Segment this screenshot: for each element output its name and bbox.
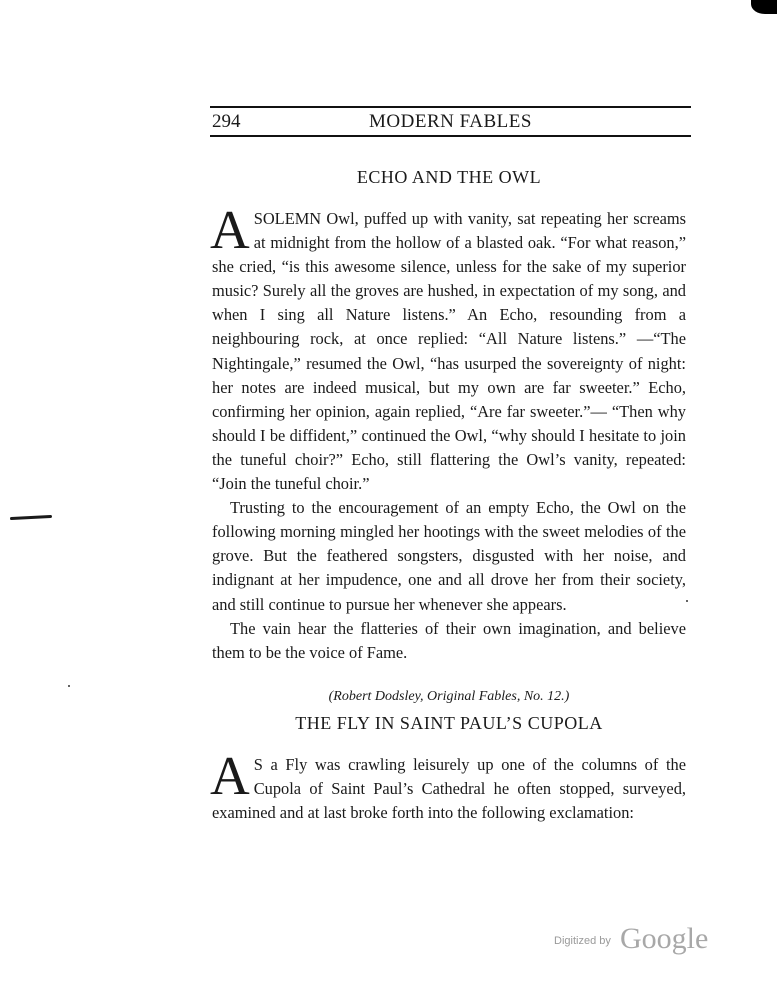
fable-paragraph: [210, 745, 686, 825]
page-header: [212, 110, 689, 134]
drop-cap: A: [210, 745, 250, 806]
fable-echo-and-the-owl: [212, 165, 686, 707]
fable-paragraph: Trusting to the encouragement of an empty Echo, the Owl on the following morning mingled her hootings with the sweet melodies of the grove. But the feathered songsters, disgusted with her noise, and indignant at her impudence, one and all drove her from their society, and still continue to pursue her whenever she appears.: [212, 498, 686, 614]
margin-ink-dash: [10, 515, 52, 520]
page-number: 294: [212, 111, 241, 132]
fable-moral: The vain hear the flatteries of their own imagination, and believe them to be the voice of Fame.: [212, 618, 686, 662]
drop-cap: A: [210, 199, 250, 260]
watermark-label: Digitized by: [554, 935, 611, 947]
header-top-rule: [210, 106, 691, 108]
fable-title: THE FLY IN SAINT PAUL’S CUPOLA: [295, 713, 603, 733]
paragraph-text: SOLEMN Owl, puffed up with vanity, sat repeating her screams at midnight from the hollow of a blasted oak. “For what reason,” she cried, “is this awesome silence, unless for the sake of my superior music? Surely all the groves are hushed, in expectation of my song, and when I sing all Nature listens.” An Echo, resounding from a neighbouring rock, at once replied: “All Nature listens.” —“The Nightingale,” resumed the Owl, “has usurped the sovereignty of night: her notes are indeed musical, but my own are far sweeter.” Echo, confirming her opinion, again replied, “Are far sweeter.”— “Then why should I be diffident,” continued the Owl, “why should I hesitate to join the tuneful choir?” Echo, still flattering the Owl’s vanity, repeated: “Join the tuneful choir.”: [212, 209, 686, 494]
fable-title: ECHO AND THE OWL: [356, 167, 542, 187]
running-head: MODERN FABLES: [369, 111, 532, 132]
ink-speck: [686, 600, 688, 602]
fable-fly-in-saint-pauls-cupola: [212, 711, 686, 825]
header-bottom-rule: [210, 135, 691, 137]
corner-ink-mark: [751, 0, 777, 14]
digitized-by-google-watermark: [554, 922, 724, 962]
fable-paragraph: [210, 199, 686, 496]
google-logo: Google: [620, 922, 709, 955]
paragraph-text: S a Fly was crawling leisurely up one of the columns of the Cupola of Saint Paul’s Cathedral he often stopped, surveyed, examined and at last broke forth into the following exclamation:: [212, 755, 686, 823]
source-citation: (Robert Dodsley, Original Fables, No. 12.): [328, 688, 570, 704]
ink-speck: [68, 685, 70, 687]
